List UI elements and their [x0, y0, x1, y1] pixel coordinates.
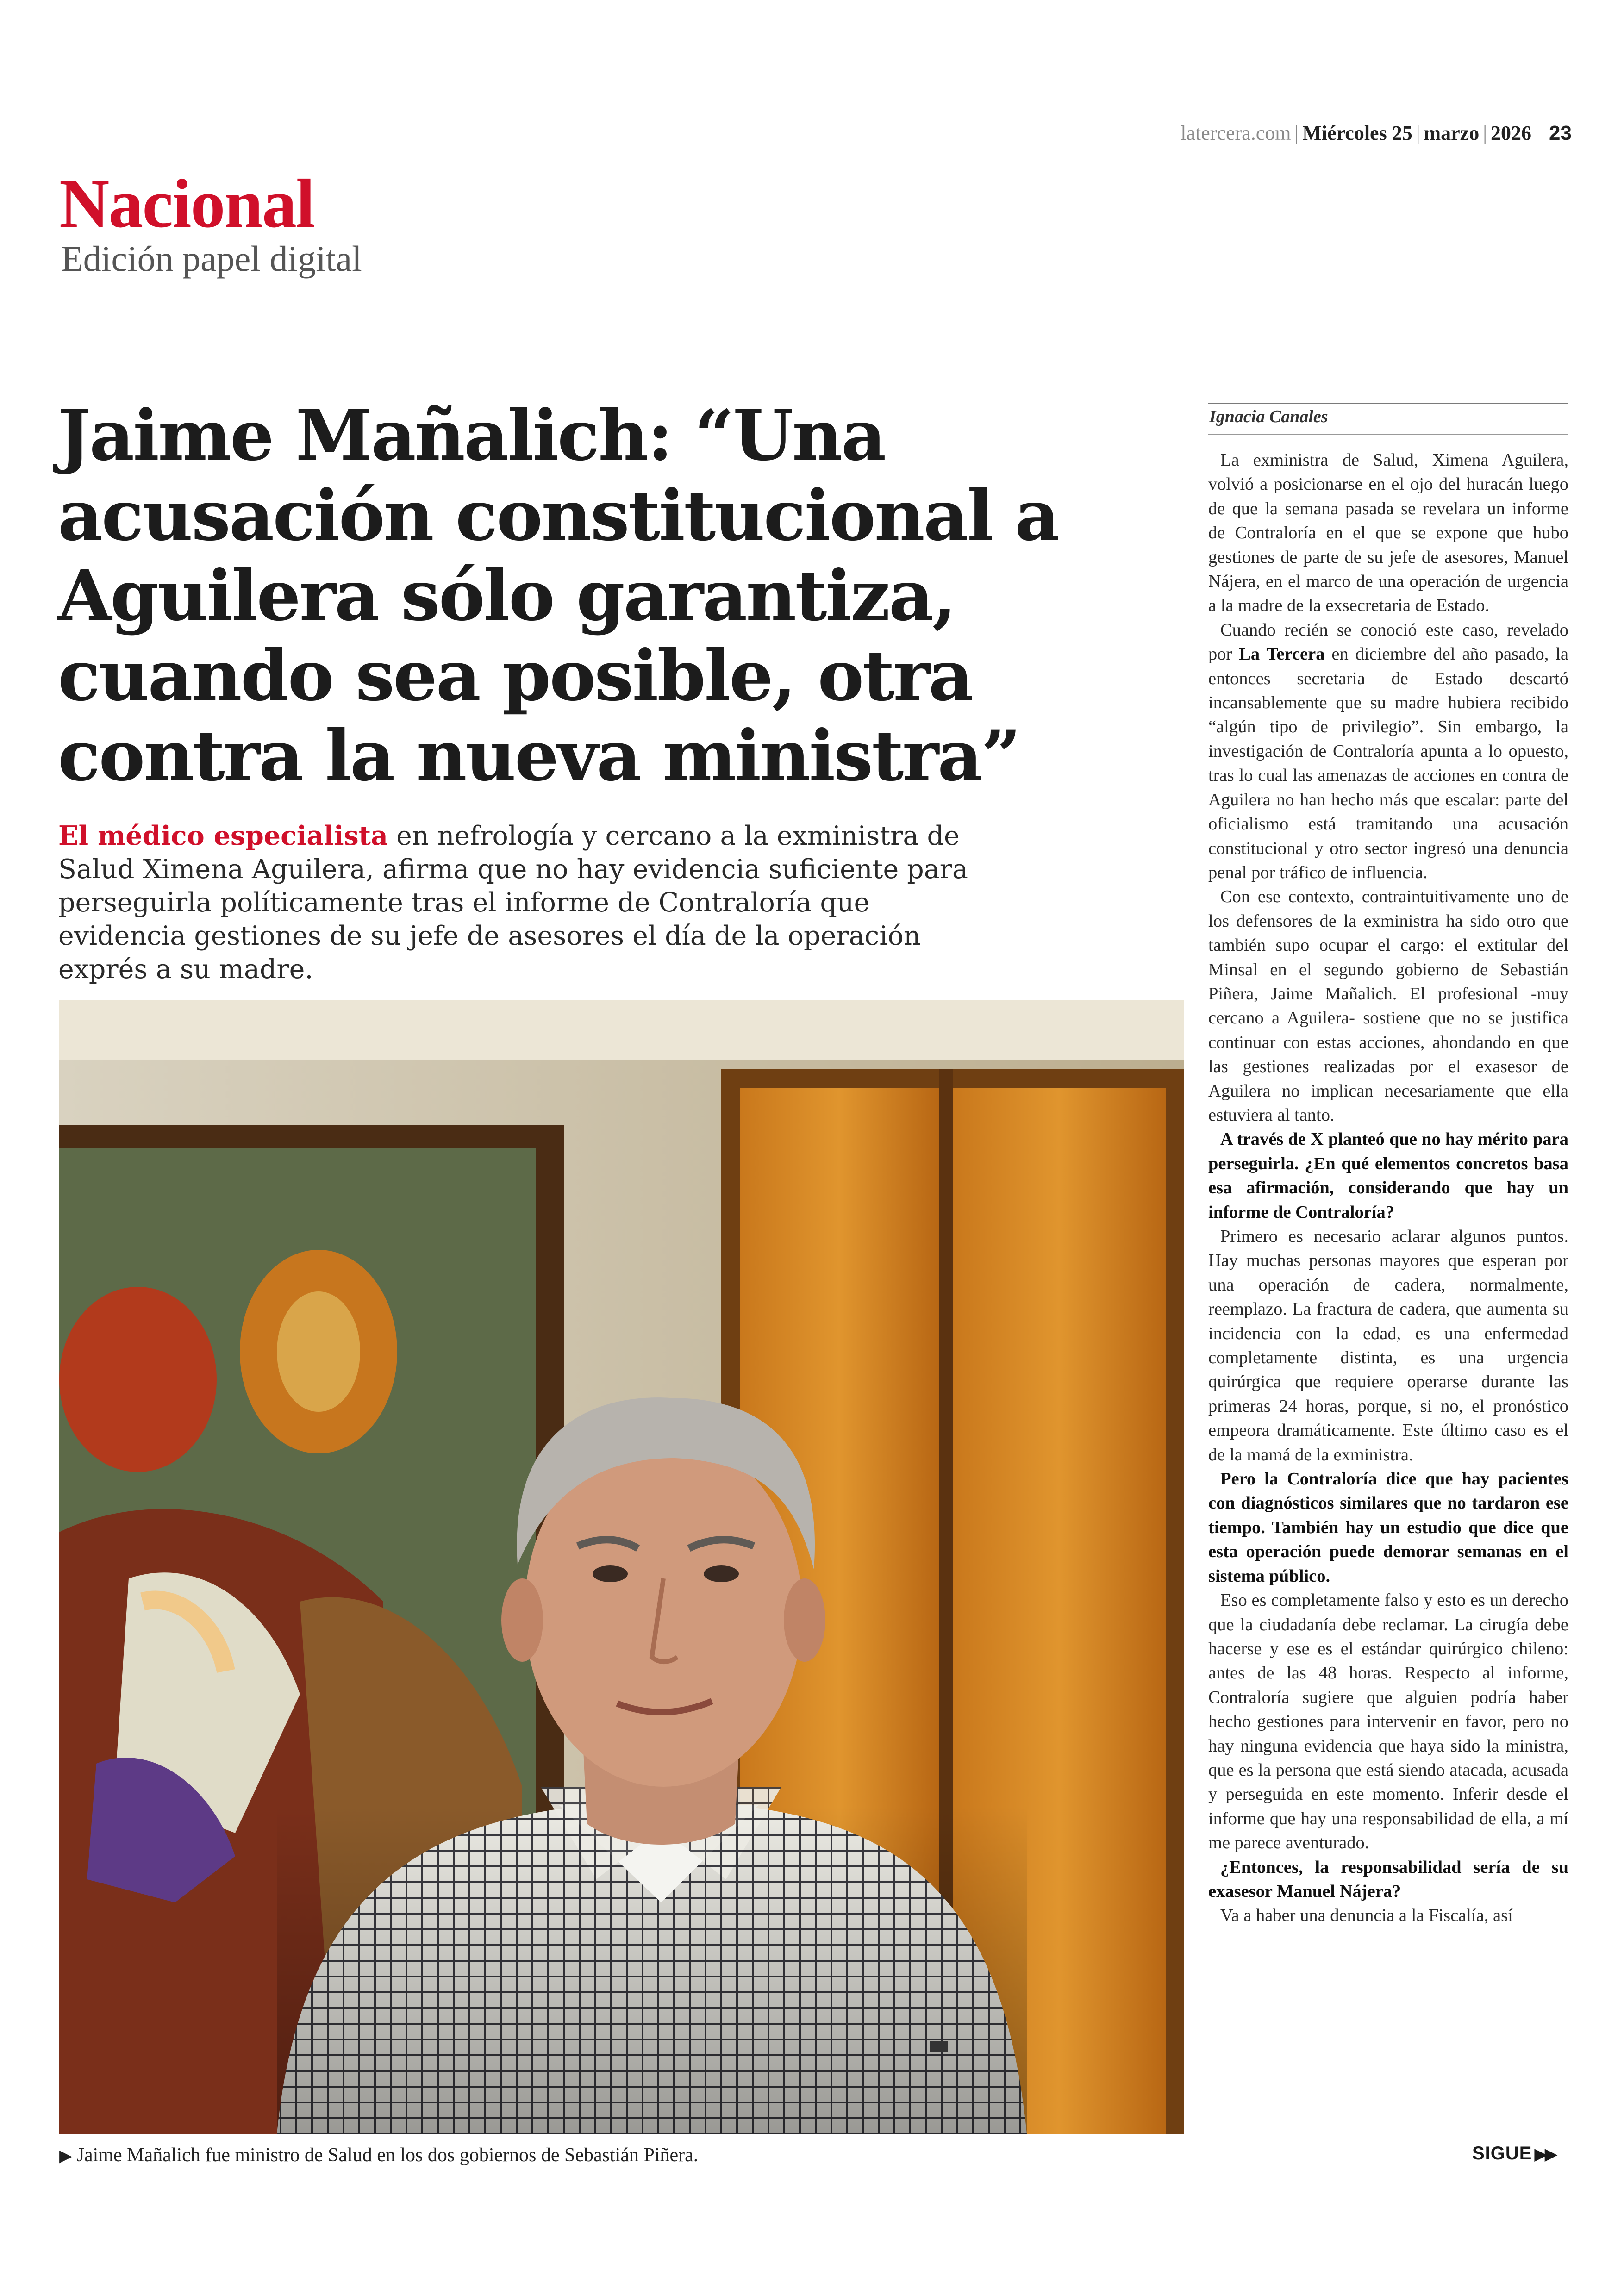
byline-rule-top: [1208, 403, 1568, 404]
deck-lead: El médico especialista: [58, 820, 388, 851]
interview-question: ¿Entonces, la responsabilidad sería de su exasesor Manuel Nájera?: [1208, 1857, 1568, 1901]
masthead-dateline: latercera.com | Miércoles 25 | marzo | 2026 23: [1181, 122, 1572, 144]
paragraph: Cuando recién se conoció este caso, revelado por La Tercera en diciembre del año pasado, la entonces secretaria de Estado descartó incansablemente que su madre hubiera recibido “algún tipo de privilegio”. Sin embargo, la investigación de Contraloría apunta a lo opuesto, tras lo cual las amenazas de acciones en contra de Aguilera no han hecho más que escalar: parte del oficialismo está tramitando una acusación constitucional y otro sector ingresó una denuncia penal por tráfico de influencia.: [1208, 620, 1568, 882]
article-photo: [59, 1000, 1184, 2134]
date-day: Miércoles 25: [1302, 122, 1412, 144]
interview-question: Pero la Contraloría dice que hay pacientes con diagnósticos similares que no tardaron ese tiempo. También hay un estudio que dice que esta operación puede demorar semanas en el sistema público.: [1208, 1469, 1568, 1586]
interview-answer: Primero es necesario aclarar algunos puntos. Hay muchas personas mayores que esperan por una operación de cadera, normalmente, reemplazo. La fractura de cadera, que aumenta su incidencia con la edad, es una enfermedad completamente distinta, es una urgencia quirúrgica que requiere operarse durante las primeras 24 horas, porque, si no, el pronóstico empeora dramáticamente. Este último caso es el de la mamá de la exministra.: [1208, 1227, 1568, 1465]
site-name[interactable]: latercera.com: [1181, 122, 1291, 144]
double-arrow-right-icon: ▶▶: [1532, 2145, 1555, 2163]
byline-rule: [1208, 434, 1568, 435]
caption-text: Jaime Mañalich fue ministro de Salud en los dos gobiernos de Sebastián Piñera.: [76, 2145, 699, 2166]
article-headline: Jaime Mañalich: “Una acusación constitucional a Aguilera sólo garantiza, cuando sea posible, otra contra la nueva ministra”: [58, 395, 1059, 797]
article-deck: [58, 819, 984, 986]
section-title: Nacional: [59, 165, 314, 242]
interview-question: A través de X planteó que no hay mérito para perseguirla. ¿En qué elementos concretos basa esa afirmación, considerando que hay un informe de Contraloría?: [1208, 1129, 1568, 1222]
portrait-illustration: [59, 1000, 1184, 2134]
deck-text: en nefrología y cercano a la exministra de Salud Ximena Aguilera, afirma que no hay evidencia suficiente para perseguirla políticamente tras el informe de Contraloría que evidencia gestiones de su jefe de asesores el día de la operación exprés a su madre.: [58, 821, 968, 985]
caption-arrow-icon: ▶: [59, 2146, 72, 2165]
paragraph: La exministra de Salud, Ximena Aguilera, volvió a posicionarse en el ojo del huracán luego de que la semana pasada se revelara un informe de Contraloría en el que se expone que hubo gestiones de parte de su jefe de asesores, Manuel Nájera, en el marco de una operación de urgencia a la madre de la exsecretaria de Estado.: [1208, 450, 1568, 616]
page-number: 23: [1549, 122, 1572, 144]
date-month: marzo: [1424, 122, 1480, 144]
newspaper-name: La Tercera: [1239, 644, 1325, 664]
paragraph: Con ese contexto, contraintuitivamente uno de los defensores de la exministra ha sido otro que también supo ocupar el cargo: el extitular del Minsal en el segundo gobierno de Sebastián Piñera, Jaime Mañalich. El profesional -muy cercano a Aguilera- sostiene que no se justifica continuar con estas acciones, ahondando en que las gestiones realizadas por el exasesor de Aguilera no implican necesariamente que ella estuviera al tanto.: [1208, 887, 1568, 1125]
section-subtitle: Edición papel digital: [61, 238, 362, 279]
date-year: 2026: [1491, 122, 1532, 144]
article-byline: Ignacia Canales: [1209, 407, 1328, 426]
interview-answer: Va a haber una denuncia a la Fiscalía, así: [1220, 1906, 1513, 1926]
photo-caption: [59, 2144, 698, 2166]
continue-button[interactable]: [1472, 2143, 1555, 2164]
interview-answer: Eso es completamente falso y esto es un derecho que la ciudadanía debe reclamar. La cirugía debe hacerse y ese es el estándar quirúrgico chileno: antes de las 48 horas. Respecto al informe, Contraloría sugiere que alguien podría haber hecho gestiones para intervenir en favor, pero no hay ninguna evidencia que haya sido la ministra, que es la persona que está siendo atacada, acusada y perseguida en este momento. Inferir desde el informe que hay una responsabilidad de ella, a mí me parece aventurado.: [1208, 1590, 1568, 1853]
continue-label: SIGUE: [1472, 2143, 1532, 2164]
article-body: [1208, 448, 1568, 1928]
